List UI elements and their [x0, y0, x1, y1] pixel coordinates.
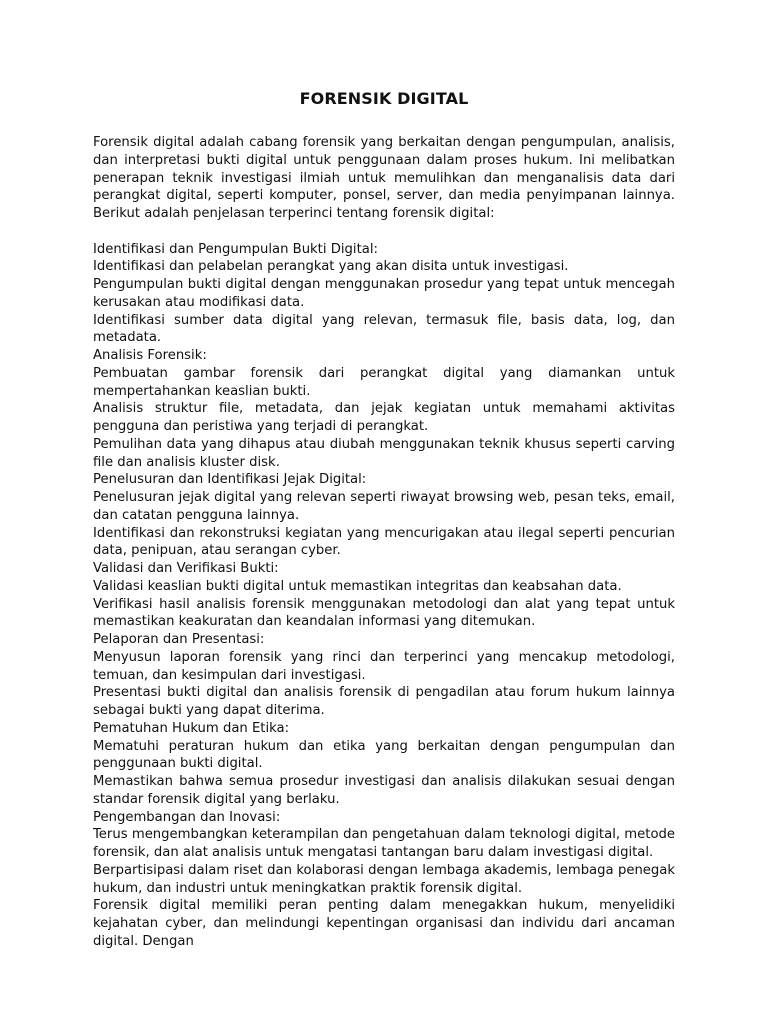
paragraph: Identifikasi sumber data digital yang relevan, termasuk file, basis data, log, dan metadata.: [93, 312, 675, 346]
paragraph: Penelusuran jejak digital yang relevan seperti riwayat browsing web, pesan teks, email, dan catatan pengguna lainnya.: [93, 490, 675, 523]
paragraph: Identifikasi dan pelabelan perangkat yang akan disita untuk investigasi.: [93, 259, 569, 275]
paragraph: Pengumpulan bukti digital dengan menggunakan prosedur yang tepat untuk mencegah kerusakan atau modifikasi data.: [93, 277, 675, 310]
paragraph: Analisis struktur file, metadata, dan jejak kegiatan untuk memahami aktivitas pengguna dan peristiwa yang terjadi di perangkat.: [93, 401, 675, 434]
paragraph: Terus mengembangkan keterampilan dan pengetahuan dalam teknologi digital, metode forensik, dan alat analisis untuk mengatasi tantangan baru dalam investigasi digital.: [93, 827, 675, 860]
paragraph: Pemulihan data yang dihapus atau diubah menggunakan teknik khusus seperti carving file dan analisis kluster disk.: [93, 436, 675, 470]
section-heading-identifikasi: Identifikasi dan Pengumpulan Bukti Digital:: [93, 241, 378, 257]
paragraph: Validasi keaslian bukti digital untuk memastikan integritas dan keabsahan data.: [93, 578, 622, 594]
intro-paragraph: Forensik digital adalah cabang forensik yang berkaitan dengan pengumpulan, analisis, dan interpretasi bukti digital untuk penggunaan dalam proses hukum. Ini melibatkan penerapan teknik investigasi ilmiah untuk memulihkan dan menganalisis data dari perangkat digital, seperti komputer, ponsel, server, dan media penyimpanan lainnya. Berikut adalah penjelasan terperinci tentang forensik digital:: [93, 135, 675, 221]
paragraph: Verifikasi hasil analisis forensik menggunakan metodologi dan alat yang tepat untuk memastikan keakuratan dan keandalan informasi yang ditemukan.: [93, 596, 675, 630]
section-heading-pematuhan: Pematuhan Hukum dan Etika:: [93, 720, 290, 736]
section-heading-pengembangan: Pengembangan dan Inovasi:: [93, 809, 281, 825]
section-heading-penelusuran: Penelusuran dan Identifikasi Jejak Digital:: [93, 472, 367, 488]
closing-paragraph: Forensik digital memiliki peran penting dalam menegakkan hukum, menyelidiki kejahatan cyber, dan melindungi kepentingan organisasi dan individu dari ancaman digital. Dengan: [93, 898, 675, 949]
section-heading-analisis: Analisis Forensik:: [93, 348, 207, 363]
document-body: [93, 134, 675, 951]
paragraph: Presentasi bukti digital dan analisis forensik di pengadilan atau forum hukum lainnya sebagai bukti yang dapat diterima.: [93, 685, 675, 718]
paragraph: Memastikan bahwa semua prosedur investigasi dan analisis dilakukan sesuai dengan standar forensik digital yang berlaku.: [93, 774, 675, 807]
page-title: FORENSIK DIGITAL: [299, 89, 469, 108]
paragraph: Berpartisipasi dalam riset dan kolaborasi dengan lembaga akademis, lembaga penegak hukum, dan industri untuk meningkatkan praktik forensik digital.: [93, 862, 675, 896]
paragraph: Pembuatan gambar forensik dari perangkat digital yang diamankan untuk mempertahankan keaslian bukti.: [93, 365, 675, 399]
paragraph: Identifikasi dan rekonstruksi kegiatan yang mencurigakan atau ilegal seperti pencurian data, penipuan, atau serangan cyber.: [93, 525, 675, 559]
paragraph: Mematuhi peraturan hukum dan etika yang berkaitan dengan pengumpulan dan penggunaan bukti digital.: [93, 738, 675, 772]
paragraph: Menyusun laporan forensik yang rinci dan terperinci yang mencakup metodologi, temuan, dan kesimpulan dari investigasi.: [93, 649, 675, 683]
section-heading-validasi: Validasi dan Verifikasi Bukti:: [93, 561, 279, 576]
section-heading-pelaporan: Pelaporan dan Presentasi:: [93, 632, 265, 647]
paragraph-gap: [93, 223, 675, 241]
